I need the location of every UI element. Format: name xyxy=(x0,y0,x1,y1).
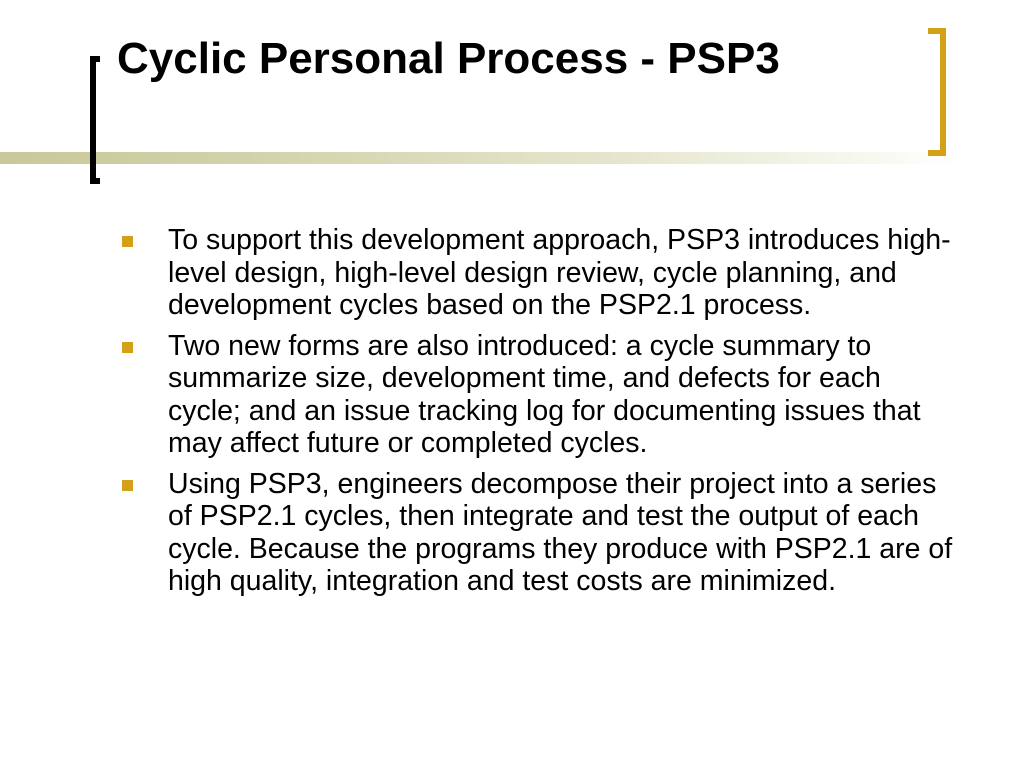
bullet-list xyxy=(120,224,960,606)
slide-title: Cyclic Personal Process - PSP3 xyxy=(117,34,780,83)
right-bracket-decoration xyxy=(928,28,946,156)
bullet-item xyxy=(120,330,960,460)
square-bullet-icon xyxy=(122,236,133,247)
bullet-text: To support this development approach, PSP3 introduces high-level design, high-level design review, cycle planning, and development cycles based on the PSP2.1 process. xyxy=(168,224,951,321)
header-band xyxy=(0,152,960,164)
square-bullet-icon xyxy=(122,342,133,353)
bullet-item xyxy=(120,468,960,598)
left-bracket-decoration xyxy=(90,56,100,184)
bullet-item xyxy=(120,224,960,322)
bullet-text: Using PSP3, engineers decompose their project into a series of PSP2.1 cycles, then integrate and test the output of each cycle. Because the programs they produce with PSP2.1 are of high quality, integration and test costs are minimized. xyxy=(168,467,953,597)
square-bullet-icon xyxy=(122,480,133,491)
bullet-text: Two new forms are also introduced: a cycle summary to summarize size, development time, and defects for each cycle; and an issue tracking log for documenting issues that may affect future or completed cycles. xyxy=(168,329,921,459)
